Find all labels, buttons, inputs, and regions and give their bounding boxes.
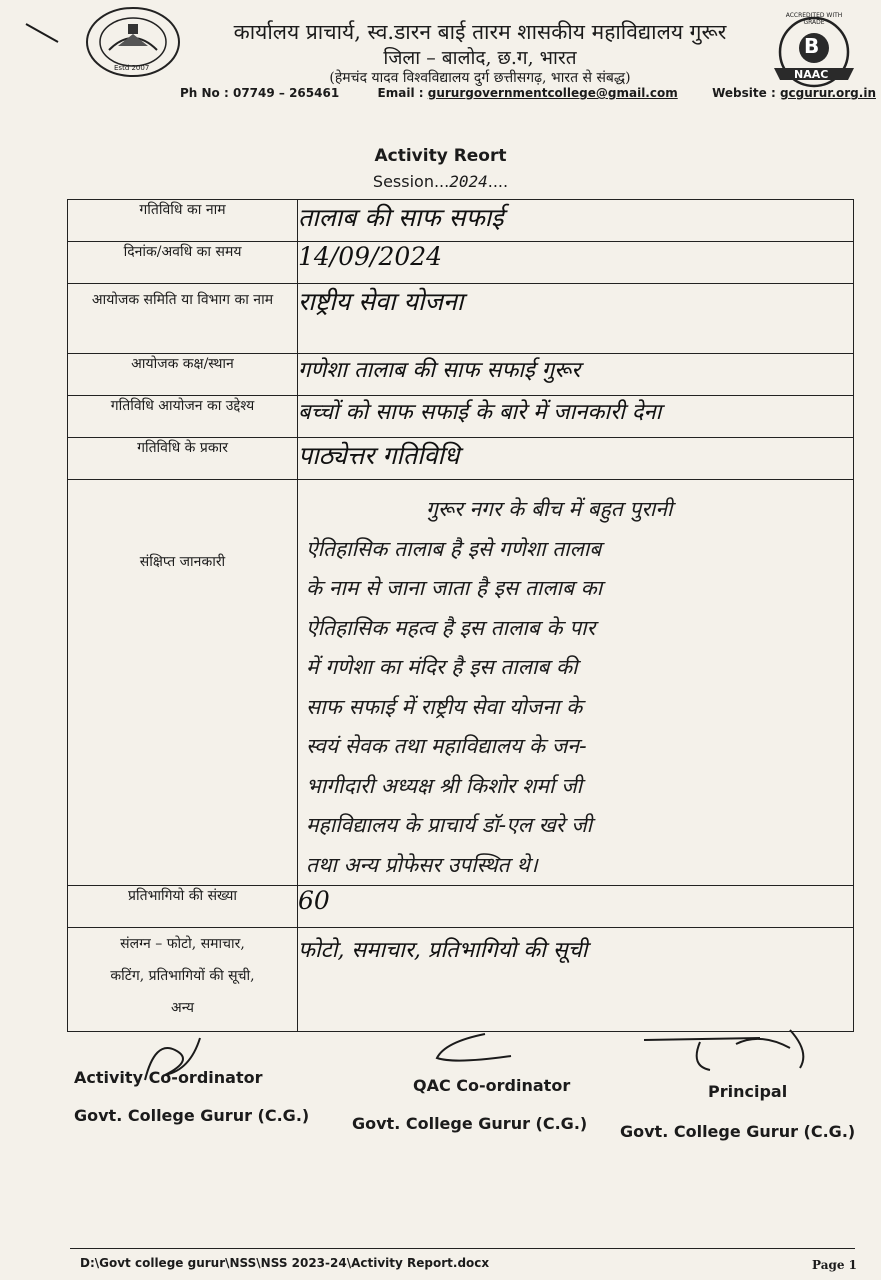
activity-name-value: तालाब की साफ सफाई (298, 200, 854, 242)
summary-value (298, 480, 854, 886)
attachments-value: फोटो, समाचार, प्रतिभागियो की सूची (298, 928, 854, 1032)
qac-title: QAC Co-ordinator (413, 1076, 571, 1095)
row-venue (68, 354, 854, 396)
phone-label: Ph No : (180, 86, 229, 100)
summary-line: भागीदारी अध्यक्ष श्री किशोर शर्मा जी (306, 773, 583, 798)
email-value: gururgovernmentcollege@gmail.com (427, 86, 678, 100)
participants-label: प्रतिभागियो की संख्या (68, 886, 298, 928)
summary-line: गुरूर नगर के बीच में बहुत पुरानी (426, 497, 673, 521)
contact-line (180, 86, 876, 100)
email-label: Email : (377, 86, 424, 100)
summary-line: साफ सफाई में राष्ट्रीय सेवा योजना के (306, 694, 583, 719)
report-title: Activity Reort (374, 146, 507, 166)
organizer-label: आयोजक समिति या विभाग का नाम (68, 284, 298, 354)
venue-label: आयोजक कक्ष/स्थान (68, 354, 298, 396)
attachments-label-line: संलग्न – फोटो, समाचार, (120, 936, 245, 952)
college-affiliation: (हेमचंद यादव विश्वविद्यालय दुर्ग छत्तीसगढ़, भारत से संबद्ध) (329, 70, 631, 86)
website-label: Website : (712, 86, 776, 100)
activity-table (67, 199, 854, 1032)
row-organizer (68, 284, 854, 354)
qac-college: Govt. College Gurur (C.G.) (352, 1114, 588, 1133)
footer-file-path: D:\Govt college gurur\NSS\NSS 2023-24\Activity Report.docx (80, 1256, 490, 1270)
summary-text (298, 480, 853, 885)
summary-label: संक्षिप्त जानकारी (68, 480, 298, 886)
college-district: जिला – बालोद, छ.ग, भारत (383, 47, 577, 69)
organizer-value: राष्ट्रीय सेवा योजना (298, 284, 854, 354)
type-label: गतिविधि के प्रकार (68, 438, 298, 480)
naac-name: NAAC (794, 68, 829, 81)
date-label: दिनांक/अवधि का समय (68, 242, 298, 284)
summary-line: में गणेशा का मंदिर है इस तालाब की (306, 655, 578, 679)
row-type (68, 438, 854, 480)
attachments-label-line: अन्य (171, 1000, 194, 1016)
phone-value: 07749 – 265461 (232, 86, 340, 100)
purpose-value: बच्चों को साफ सफाई के बारे में जानकारी देना (298, 396, 854, 438)
row-activity-name (68, 200, 854, 242)
participants-value: 60 (298, 886, 854, 928)
attachments-label (68, 928, 298, 1032)
summary-line: ऐतिहासिक महत्व है इस तालाब के पार (306, 615, 596, 640)
emblem-text: Estd 2007 (114, 64, 150, 72)
coordinator-college: Govt. College Gurur (C.G.) (74, 1106, 310, 1125)
attachments-label-line: कटिंग, प्रतिभागियों की सूची, (110, 968, 255, 984)
purpose-label: गतिविधि आयोजन का उद्देश्य (68, 396, 298, 438)
row-purpose (68, 396, 854, 438)
row-summary (68, 480, 854, 886)
summary-line: स्वयं सेवक तथा महाविद्यालय के जन- (306, 734, 587, 758)
row-attachments (68, 928, 854, 1032)
row-date (68, 242, 854, 284)
footer-page-number: Page 1 (812, 1258, 858, 1272)
venue-value: गणेशा तालाब की साफ सफाई गुरूर (298, 354, 854, 396)
naac-grade: B (804, 34, 820, 58)
principal-college: Govt. College Gurur (C.G.) (620, 1122, 856, 1141)
session-value: 2024 (449, 172, 488, 191)
website-value: gcgurur.org.in (779, 86, 876, 100)
summary-line: तथा अन्य प्रोफेसर उपस्थित थे। (306, 852, 538, 877)
principal-title: Principal (708, 1082, 788, 1101)
college-emblem (84, 6, 182, 78)
summary-line: के नाम से जाना जाता है इस तालाब का (306, 576, 603, 600)
principal-signature (640, 1022, 830, 1082)
naac-ring-text: ACCREDITED WITH GRADE (785, 12, 843, 26)
footer-rule (70, 1248, 855, 1249)
session-line (0, 172, 881, 191)
type-value: पाठ्येत्तर गतिविधि (298, 438, 854, 480)
college-name: कार्यालय प्राचार्य, स्व.डारन बाई तारम शासकीय महाविद्यालय गुरूर (233, 20, 727, 44)
summary-line: महाविद्यालय के प्राचार्य डॉ-एल खरे जी (306, 813, 593, 837)
pen-mark (22, 18, 62, 48)
session-suffix: .... (487, 172, 509, 191)
qac-signature (425, 1028, 515, 1068)
activity-name-label: गतिविधि का नाम (68, 200, 298, 242)
summary-line: ऐतिहासिक तालाब है इसे गणेशा तालाब (306, 536, 602, 561)
session-prefix: Session... (372, 172, 450, 191)
naac-logo (770, 14, 858, 94)
coordinator-title: Activity Co-ordinator (74, 1068, 263, 1087)
row-participants (68, 886, 854, 928)
date-value: 14/09/2024 (298, 242, 854, 284)
